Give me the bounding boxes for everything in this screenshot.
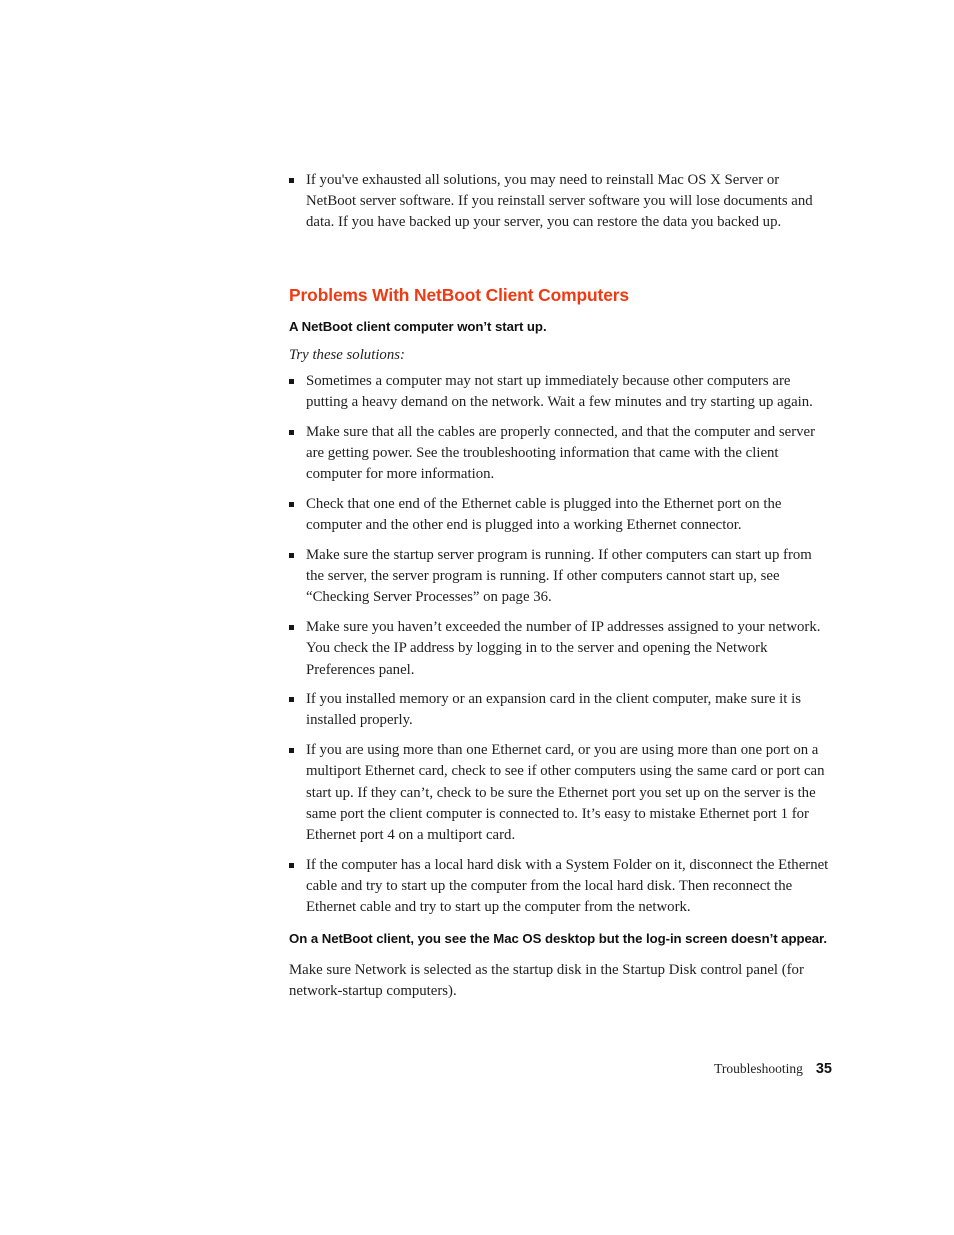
page-content (289, 170, 832, 1002)
square-bullet-icon (289, 379, 294, 384)
spacer (289, 949, 832, 960)
page-footer (289, 1060, 832, 1078)
intro-bullet-list (289, 170, 832, 234)
square-bullet-icon (289, 553, 294, 558)
solutions-lead-in: Try these solutions: (289, 347, 405, 364)
list-item (289, 371, 832, 413)
page-title: Problems With NetBoot Client Computers (289, 284, 630, 305)
list-item-text: If you installed memory or an expansion card in the client computer, make sure it is installed properly. (306, 691, 801, 729)
square-bullet-icon (289, 863, 294, 868)
closing-paragraph: Make sure Network is selected as the startup disk in the Startup Disk control panel (for network-startup computers). (289, 961, 804, 999)
square-bullet-icon (289, 430, 294, 435)
square-bullet-icon (289, 697, 294, 702)
list-item (289, 170, 832, 234)
sub-heading-symptom-2: On a NetBoot client, you see the Mac OS desktop but the log-in screen doesn’t appear. (289, 931, 828, 947)
list-item (289, 494, 832, 536)
list-item-text: Make sure that all the cables are properly connected, and that the computer and server are getting power. See the troubleshooting information that came with the client computer for more information. (306, 424, 816, 483)
spacer (289, 234, 832, 285)
list-item (289, 617, 832, 681)
footer-chapter-label: Troubleshooting (714, 1061, 803, 1076)
list-item-text: If you are using more than one Ethernet card, or you are using more than one port on a multiport Ethernet card, check to see if other computers using the same card or port can start up. If they can’t, check to be sure the Ethernet port you set up on the server is the same port the client computer is connected to. It’s easy to mistake Ethernet port 1 for Ethernet port 4 on a multiport card. (306, 742, 825, 843)
spacer (289, 306, 832, 318)
spacer (289, 336, 832, 345)
square-bullet-icon (289, 625, 294, 630)
solutions-bullet-list (289, 371, 832, 918)
list-item (289, 689, 832, 731)
page-number: 35 (815, 1061, 832, 1077)
list-item-text: Sometimes a computer may not start up immediately because other computers are putting a heavy demand on the network. Wait a few minutes and try starting up again. (306, 373, 813, 411)
spacer (289, 918, 832, 930)
list-item-text: Check that one end of the Ethernet cable is plugged into the Ethernet port on the computer and the other end is plugged into a working Ethernet connector. (306, 496, 782, 534)
square-bullet-icon (289, 502, 294, 507)
sub-heading-symptom-1: A NetBoot client computer won’t start up. (289, 318, 547, 334)
square-bullet-icon (289, 178, 294, 183)
list-item-text: Make sure the startup server program is running. If other computers can start up from the server, the server program is running. If other computers cannot start up, see “Checking Server Processes” on page 36. (306, 547, 812, 606)
list-item (289, 545, 832, 609)
list-item-text: Make sure you haven’t exceeded the number of IP addresses assigned to your network. You check the IP address by logging in to the server and opening the Network Preferences panel. (306, 619, 821, 678)
square-bullet-icon (289, 748, 294, 753)
list-item-text: If you've exhausted all solutions, you may need to reinstall Mac OS X Server or NetBoot server software. If you reinstall server software you will lose documents and data. If you have backed up your server, you can restore the data you backed up. (306, 172, 813, 231)
list-item (289, 422, 832, 486)
list-item (289, 740, 832, 846)
list-item (289, 855, 832, 919)
list-item-text: If the computer has a local hard disk with a System Folder on it, disconnect the Ethernet cable and try to start up the computer from the local hard disk. Then reconnect the Ethernet cable and try to start up the computer from the network. (306, 856, 829, 916)
